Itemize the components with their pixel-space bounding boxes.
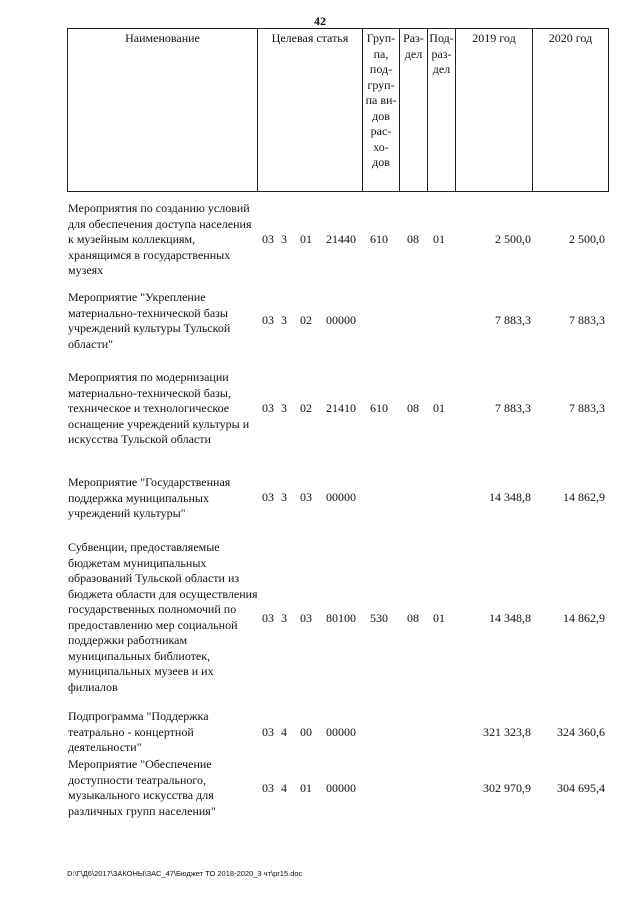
subsection: 01 [433,401,445,415]
amount-2020: 304 695,4 [557,781,605,795]
target-code-measure: 01 [300,232,312,246]
section: 08 [407,401,419,415]
section: 08 [407,232,419,246]
amount-2020: 14 862,9 [563,611,605,625]
amount-2020: 2 500,0 [569,232,605,246]
target-code-direction: 00000 [326,313,356,327]
target-code-program: 03 [262,725,274,739]
target-code-measure: 03 [300,490,312,504]
target-code-measure: 03 [300,611,312,625]
header-2019: 2019 год [456,29,533,192]
row-name: Мероприятия по созданию условий для обеспечения доступа населения к музейным коллекциям, хранящимся в государственных музеях [68,201,252,277]
expense-group: 530 [370,611,388,625]
target-code-direction: 21440 [326,232,356,246]
target-code-direction: 00000 [326,725,356,739]
target-code-program: 03 [262,781,274,795]
amount-2020: 7 883,3 [569,313,605,327]
expense-group: 610 [370,232,388,246]
target-code-subprogram: 3 [281,611,287,625]
header-section: Раз- дел [400,29,428,192]
target-code-program: 03 [262,232,274,246]
amount-2019: 321 323,8 [483,725,531,739]
target-code-direction: 00000 [326,490,356,504]
target-code-direction: 00000 [326,781,356,795]
amount-2019: 7 883,3 [495,313,531,327]
section: 08 [407,611,419,625]
target-code-program: 03 [262,611,274,625]
subsection: 01 [433,232,445,246]
expense-group: 610 [370,401,388,415]
row-name: Мероприятие "Обеспечение доступности театрального, музыкального искусства для различных групп населения" [68,757,216,818]
target-code-program: 03 [262,490,274,504]
target-code-measure: 00 [300,725,312,739]
target-code-direction: 80100 [326,611,356,625]
target-code-measure: 02 [300,401,312,415]
row-name: Мероприятие "Государственная поддержка муниципальных учреждений культуры" [68,475,231,520]
header-2020: 2020 год [533,29,609,192]
file-path-footer: D:\Г\Д6\2017\ЗАКОНЫ\ЗАС_47\Бюджет ТО 2018-2020_3 чт\pr15.doc [67,869,303,878]
target-code-measure: 02 [300,313,312,327]
header-group: Груп- па, под- груп- па ви- дов рас- хо- дов [363,29,400,192]
target-code-subprogram: 4 [281,725,287,739]
header-subsection: Под- раз- дел [428,29,456,192]
target-code-direction: 21410 [326,401,356,415]
row-name: Мероприятия по модернизации материально-технической базы, техническое и технологическое оснащение учреждений культуры и искусства Тульской области [68,370,250,446]
row-name: Подпрограмма "Поддержка театрально - концертной деятельности" [68,709,209,754]
amount-2019: 2 500,0 [495,232,531,246]
row-name: Субвенции, предоставляемые бюджетам муниципальных образований Тульской области из бюджета области для осуществления государственных полномочий по предоставлению мер социальной поддержки работникам муниципальных библиотек, муниципальных музеев и их филиалов [68,540,258,694]
target-code-program: 03 [262,401,274,415]
target-code-subprogram: 4 [281,781,287,795]
header-name: Наименование [68,29,258,192]
page-number: 42 [314,14,326,28]
amount-2019: 7 883,3 [495,401,531,415]
target-code-program: 03 [262,313,274,327]
row-name: Мероприятие "Укрепление материально-технической базы учреждений культуры Тульской области" [68,290,231,351]
target-code-measure: 01 [300,781,312,795]
amount-2019: 14 348,8 [489,490,531,504]
subsection: 01 [433,611,445,625]
header-target: Целевая статья [258,29,363,192]
target-code-subprogram: 3 [281,232,287,246]
amount-2020: 14 862,9 [563,490,605,504]
amount-2020: 324 360,6 [557,725,605,739]
amount-2020: 7 883,3 [569,401,605,415]
target-code-subprogram: 3 [281,313,287,327]
amount-2019: 302 970,9 [483,781,531,795]
amount-2019: 14 348,8 [489,611,531,625]
target-code-subprogram: 3 [281,401,287,415]
target-code-subprogram: 3 [281,490,287,504]
